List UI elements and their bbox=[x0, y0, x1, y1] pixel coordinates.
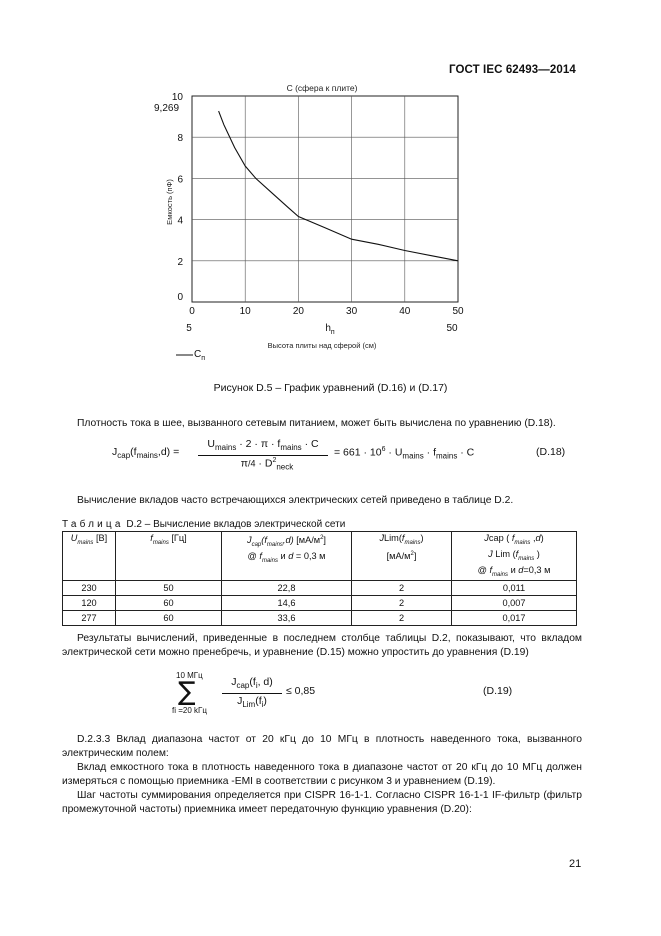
table-row bbox=[63, 596, 577, 611]
sum-upper-limit: 10 МГц bbox=[176, 671, 203, 680]
series-line-cn bbox=[219, 111, 458, 261]
y-gridlines bbox=[192, 137, 458, 261]
table-cell: 2 bbox=[352, 596, 452, 611]
table-cell: 0,007 bbox=[452, 596, 577, 611]
paragraph-d2-3-3: D.2.3.3 Вклад диапазона частот от 20 кГц до 10 МГц в плотность наведенного тока, вызванного электрическим полем: bbox=[62, 734, 582, 759]
table-cell: 60 bbox=[116, 611, 222, 626]
table-cell: 2 bbox=[352, 611, 452, 626]
y-tick-label: 6 bbox=[177, 174, 183, 186]
y-axis-label: Емкость (пФ) bbox=[165, 179, 174, 225]
plot-frame bbox=[192, 96, 458, 302]
paragraph-current-density: Плотность тока в шее, вызванного сетевым питанием, может быть вычислена по уравнению (D.18). bbox=[77, 418, 556, 429]
paragraph-frequency-step: Шаг частоты суммирования определяется при CISPR 16-1-1. Согласно CISPR 16-1-1 IF-фильтр (фильтр промежуточной частоты) приемника имеет передаточную функцию уравнения (D.20): bbox=[62, 790, 582, 815]
y-tick-label: 0 bbox=[177, 292, 183, 303]
paragraph-results: Результаты вычислений, приведенные в последнем столбце таблицы D.2, показывают, что вкладом электрической сети можно пренебречь, и уравнение (D.15) можно упростить до уравнения (D.19) bbox=[62, 633, 582, 658]
x-tick-labels bbox=[189, 306, 464, 317]
table-cell: 33,6 bbox=[222, 611, 352, 626]
table-caption bbox=[62, 519, 345, 530]
table-cell: 230 bbox=[63, 581, 116, 596]
x-tick-label: 20 bbox=[292, 306, 304, 317]
sum-lower-limit: fi =20 kГц bbox=[172, 706, 207, 715]
table-caption-word: Таблица bbox=[62, 519, 124, 530]
table-cell: 277 bbox=[63, 611, 116, 626]
legend-label: $С_п$ bbox=[194, 349, 206, 362]
table-cell: 22,8 bbox=[222, 581, 352, 596]
y-tick-label: 4 bbox=[177, 215, 183, 227]
table-cell: 2 bbox=[352, 581, 452, 596]
table-cell: 60 bbox=[116, 596, 222, 611]
col-header-jlim: $JLim(f_{mains})$ $[мА/м^2]$ bbox=[352, 532, 452, 581]
x-tick-label: 40 bbox=[399, 306, 411, 317]
table-cell: 0,011 bbox=[452, 581, 577, 596]
equation-d19: 10 МГц ∑ fi =20 kГц $J_{cap}(f_i$, d) $J_{Lim}(f_i)$ ≤ 0,85 (D.19) bbox=[172, 671, 513, 715]
equation-d18: $J_{cap}(f_{mains},d)$ = $U_{mains} \cdot 2 \cdot \pi \cdot f_{mains} \cdot C$ $\pi/4 \cdot D^2_{neck}$ = $661 \cdot 10^6 \cdot U_{mains} \cdot f_{mains} \cdot C$ (D.18) bbox=[112, 438, 566, 472]
col-header-fmains: $f_{mains}$ [Гц] bbox=[116, 532, 222, 581]
equation-d18-number: (D.18) bbox=[536, 446, 566, 458]
y-extra-label: 9,269 bbox=[154, 103, 180, 114]
paragraph-table-intro: Вычисление вкладов часто встречающихся электрических сетей приведено в таблице D.2. bbox=[77, 495, 514, 506]
chart-title: С (сфера к плите) bbox=[286, 83, 358, 93]
table-cell: 0,017 bbox=[452, 611, 577, 626]
table-row bbox=[63, 611, 577, 626]
x-axis-symbol: $h_п$ bbox=[325, 323, 335, 336]
x-tick-label: 10 bbox=[239, 306, 251, 317]
y-tick-label: 2 bbox=[177, 256, 183, 268]
table-cell: 14,6 bbox=[222, 596, 352, 611]
x-tick-label: 50 bbox=[452, 306, 464, 317]
figure-caption: Рисунок D.5 – График уравнений (D.16) и (D.17) bbox=[213, 382, 448, 394]
x-gridlines bbox=[245, 96, 405, 302]
document-code: ГОСТ IEC 62493—2014 bbox=[449, 64, 576, 76]
y-tick-label: 10 bbox=[171, 92, 183, 103]
page-number: 21 bbox=[569, 858, 582, 870]
table-row bbox=[63, 581, 577, 596]
col-header-ratio: Jcap ( $f_{mains}$ ,d) J Lim ($f_{mains}$ ) @ $f_{mains}$ и d=0,3 м bbox=[452, 532, 577, 581]
paragraph-capacitive-current: Вклад емкостного тока в плотность наведенного тока в диапазоне частот от 20 кГц до 10 МГц должен измеряться с помощью приемника -EMI в соответствии с рисунком 3 и уравнением (D.19). bbox=[62, 762, 582, 787]
y-tick-label: 8 bbox=[177, 133, 183, 145]
x-axis-label: Высота плиты над сферой (см) bbox=[267, 341, 377, 350]
x-tick-label: 0 bbox=[189, 306, 195, 317]
eq19-rhs: ≤ 0,85 bbox=[286, 685, 316, 697]
table-caption-text: D.2 – Вычисление вкладов электрической сети bbox=[126, 519, 346, 530]
table-cell: 120 bbox=[63, 596, 116, 611]
equation-d19-number: (D.19) bbox=[483, 685, 513, 697]
sum-sign-icon: ∑ bbox=[178, 677, 196, 707]
x-tick-label: 30 bbox=[346, 306, 358, 317]
table-d2 bbox=[62, 531, 577, 626]
x-secondary-tick-5: 5 bbox=[186, 323, 192, 334]
col-header-jcap: $J_{cap}(f_{mains},d)$ $[мА/м^2]$ @ $f_{mains}$ и d = 0,3 м bbox=[222, 532, 352, 581]
table-cell: 50 bbox=[116, 581, 222, 596]
figure-d5-chart bbox=[0, 0, 661, 380]
col-header-umains: $U_{mains}$ [В] bbox=[63, 532, 116, 581]
x-secondary-tick-50: 50 bbox=[446, 323, 458, 334]
